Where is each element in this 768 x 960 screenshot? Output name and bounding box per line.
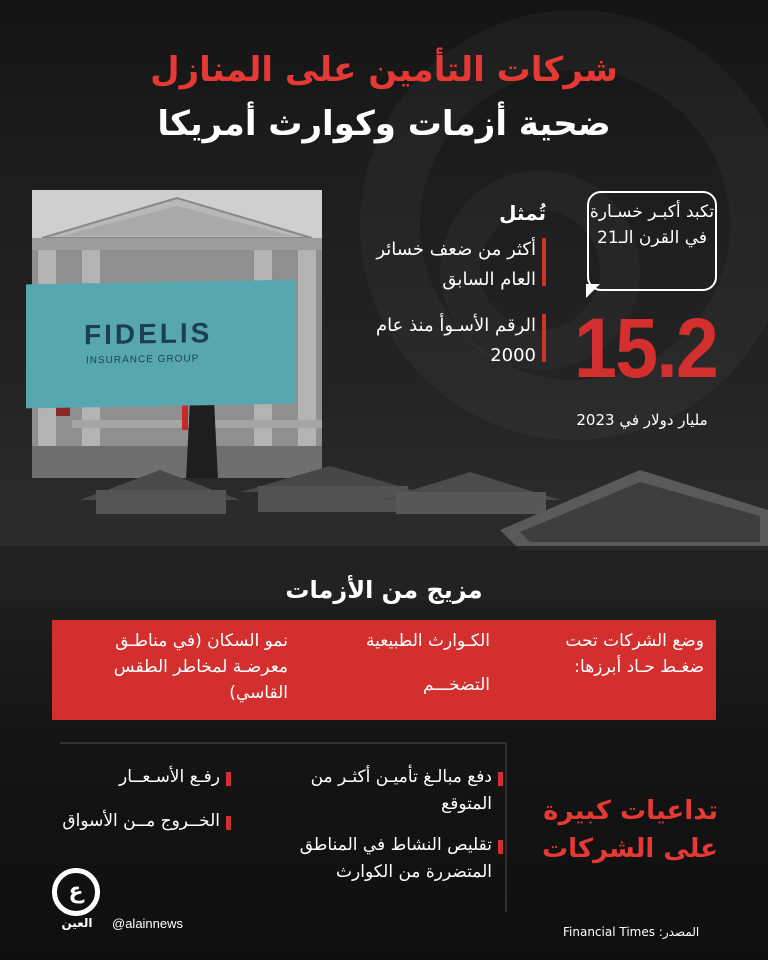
crisis-natural-disasters: الكـوارث الطبيعية bbox=[366, 631, 490, 651]
effect-marker-4 bbox=[226, 816, 231, 830]
mix-title: مزيج من الأزمات bbox=[285, 576, 483, 604]
effects-title: تداعيات كبيرة على الشركات bbox=[541, 796, 718, 864]
title-line-2: ضحية أزمات وكوارث أمريكا bbox=[157, 104, 611, 144]
crisis-intro: وضع الشركات تحت ضغـط حـاد أبرزها: bbox=[565, 631, 704, 677]
banner-brand: FIDELIS bbox=[84, 317, 213, 351]
title-line-1: شركات التأمين على المنازل bbox=[150, 50, 618, 90]
bubble-tail bbox=[586, 284, 600, 298]
stat-bar-1 bbox=[542, 238, 546, 286]
stat-item-2: الرقم الأسـوأ منذ عام 2000 bbox=[376, 315, 536, 366]
stat-item-1: أكثر من ضعف خسائر العام السابق bbox=[376, 239, 536, 290]
loss-bubble: تكبد أكبـر خسـارة في القرن الـ21 bbox=[587, 191, 717, 291]
effect-item-1: دفع مبالـغ تأميـن أكثـر من المتوقع bbox=[310, 767, 492, 814]
stat-bar-2 bbox=[542, 314, 546, 362]
company-banner bbox=[26, 280, 296, 409]
loss-value: 15.2 bbox=[574, 301, 718, 395]
alain-logo-icon: ع bbox=[52, 868, 100, 916]
crisis-box bbox=[52, 620, 716, 720]
divider-vertical bbox=[505, 742, 507, 912]
effect-marker-2 bbox=[498, 840, 503, 854]
stats-label: تُمثل bbox=[499, 201, 546, 225]
loss-unit: مليار دولار في 2023 bbox=[576, 411, 708, 429]
logo-text: العين bbox=[61, 916, 93, 930]
effect-marker-1 bbox=[498, 772, 503, 786]
effect-item-2: تقليص النشاط في المناطق المتضررة من الكوارث bbox=[299, 835, 492, 882]
divider-horizontal bbox=[60, 742, 507, 744]
effect-item-4: الخــروج مــن الأسواق bbox=[62, 811, 220, 831]
source-credit: المصدر: Financial Times bbox=[563, 925, 700, 939]
crisis-inflation: التضخـــم bbox=[422, 675, 490, 695]
effect-marker-3 bbox=[226, 772, 231, 786]
effect-item-3: رفـع الأسـعــار bbox=[119, 767, 220, 787]
banner-subtitle: INSURANCE GROUP bbox=[86, 353, 200, 367]
crisis-population: نمو السكان (في مناطـق معرضـة لمخاطر الطقس القاسي) bbox=[113, 631, 288, 703]
social-handle: @alainnews bbox=[112, 916, 184, 931]
